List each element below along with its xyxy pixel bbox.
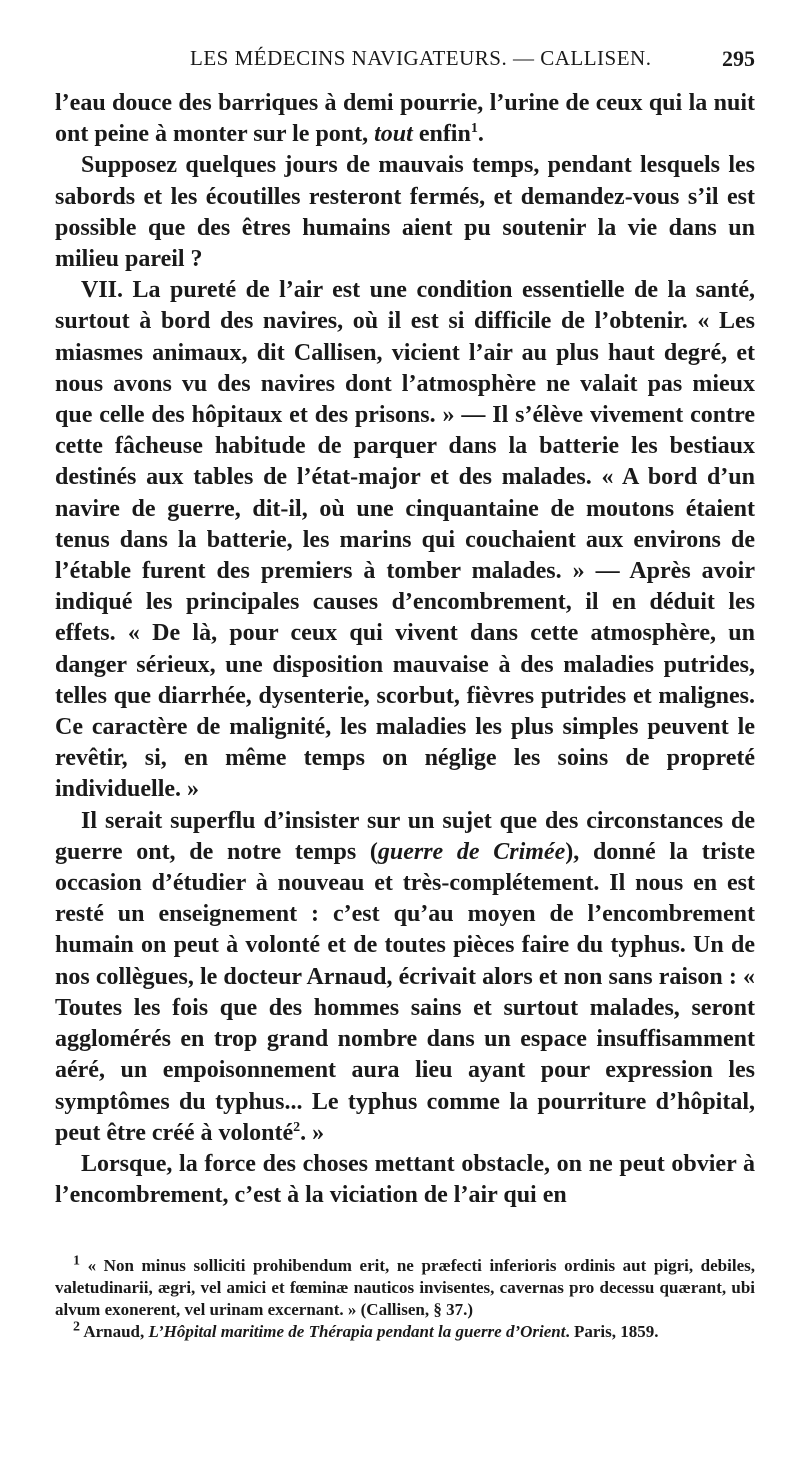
footnote-ref-1: 1 [470,121,478,137]
paragraph-1-text: l’eau douce des barriques à demi pourrie, l’urine de ceux qui la nuit ont peine à monter sur le pont, [55,90,755,148]
footnote-2-after: . Paris, 1859. [565,1322,659,1341]
footnote-1-text: « Non minus solliciti prohibendum erit, ne præfecti inferioris ordinis aut pigri, debiles, valetudinarii, ægri, vel amici et fœminæ nauticos invisentes, cavernas pro decessu quærant, ubi alvum exonerent, vel urinam excernant. » (Callisen, § 37.) [55,1256,755,1319]
footnotes [55,1255,755,1343]
paragraph-3: VII. La pureté de l’air est une condition essentielle de la santé, surtout à bord des navires, où il est si difficile de l’obtenir. « Les miasmes animaux, dit Callisen, vicient l’air au plus haut degré, et nous avons vu des navires dont l’atmosphère ne valait pas mieux que celle des hôpitaux et des prisons. » — Il s’élève vivement contre cette fâcheuse habitude de parquer dans la batterie les bestiaux destinés aux tables de l’état-major et des malades. « A bord d’un navire de guerre, dit-il, où une cinquantaine de moutons étaient tenus dans la batterie, les marins qui couchaient aux environs de l’étable furent des premiers à tomber malades. » — Après avoir indiqué les principales causes d’encombrement, il en déduit les effets. « De là, pour ceux qui vivent dans cette atmosphère, un danger sérieux, une disposition mauvaise à des maladies putrides, telles que diarrhée, dysenterie, scorbut, fièvres putrides et malignes. Ce caractère de malignité, les maladies les plus simples peuvent le revêtir, si, en même temps on néglige les soins de propreté individuelle. » [55,277,755,803]
paragraph-4 [55,806,755,1149]
paragraph-4-emphasis: guerre de Crimée [377,838,566,865]
body-text [55,88,755,1211]
footnote-ref-2: 2 [293,1119,301,1135]
paragraph-1 [55,88,755,150]
paragraph-1-end: . [477,121,484,148]
paragraph-4-before: Il serait superflu d’insister sur un sujet que des circonstances de guerre ont, de notre temps ( [55,807,755,865]
running-title: LES MÉDECINS NAVIGATEURS. — CALLISEN. [190,46,652,70]
paragraph-4-after: ), donné la triste occasion d’étudier à nouveau et très-complétement. Il nous en est resté un enseignement : c’est qu’au moyen de l’encombrement humain on peut à volonté et de toutes pièces faire du typhus. Un de nos collègues, le docteur Arnaud, écrivait alors et non sans raison : « Toutes les fois que des hommes sains et surtout malades, seront agglomérés en trop grand nombre dans un espace insuffisamment aéré, un empoisonnement aura lieu ayant pour expression les symptômes du typhus... Le typhus comme la pourriture d’hôpital, peut être créé à volonté [55,838,755,1146]
paragraph-4-end: . » [300,1119,325,1146]
footnote-1 [55,1255,755,1321]
footnote-1-marker: 1 [73,1253,80,1269]
footnote-2-author: Arnaud, [83,1322,149,1341]
paragraph-2: Supposez quelques jours de mauvais temps, pendant lesquels les sabords et les écoutilles resteront fermés, et demandez-vous s’il est possible que des êtres humains aient pu soutenir la vie dans un milieu pareil ? [55,152,755,273]
page-number: 295 [722,46,755,71]
footnote-2-marker: 2 [73,1319,80,1335]
footnote-2-title: L’Hôpital maritime de Thérapia pendant la guerre d’Orient [148,1322,566,1341]
paragraph-1-emphasis: tout [374,121,413,148]
running-header [60,40,755,80]
paragraph-5: Lorsque, la force des choses mettant obstacle, on ne peut obvier à l’encombrement, c’est à la viciation de l’air qui en [55,1150,755,1209]
paragraph-1-after: enfin [412,121,471,148]
footnote-2 [55,1321,755,1343]
